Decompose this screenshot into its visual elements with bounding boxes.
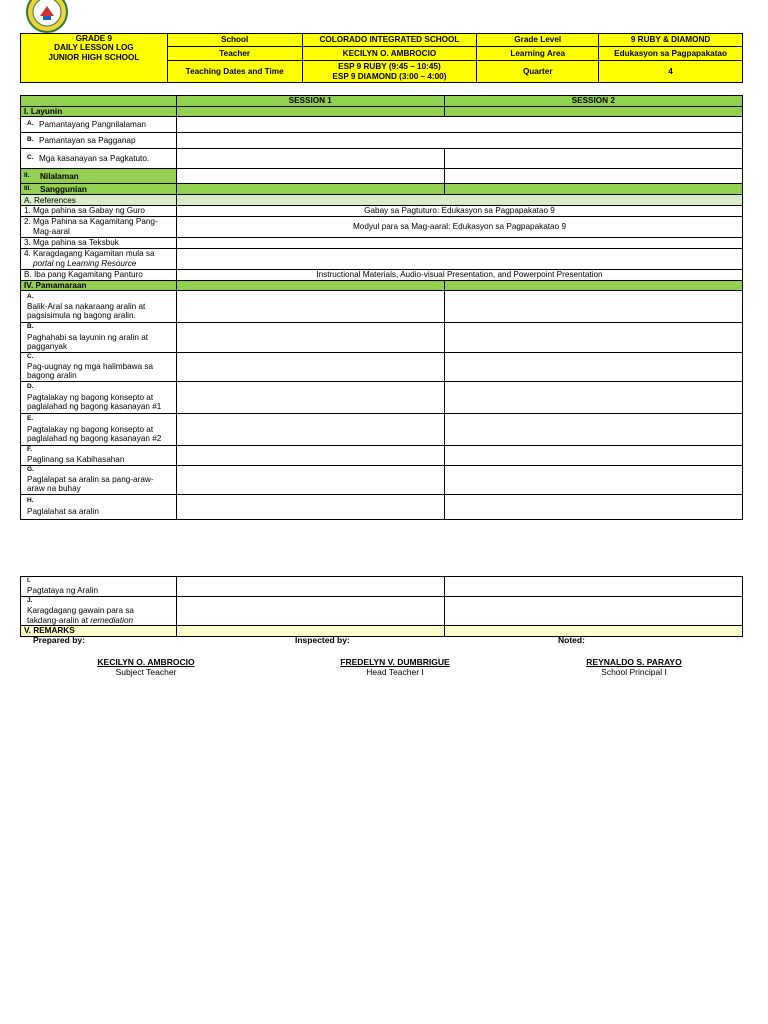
level-title: JUNIOR HIGH SCHOOL xyxy=(48,52,140,62)
layunin-title: I. Layunin xyxy=(21,107,177,117)
sanggunian-title: III. Sanggunian xyxy=(21,184,177,195)
nilalaman-s2 xyxy=(444,169,742,184)
takdang-aralin-s2 xyxy=(444,596,742,625)
inspected-role: Head Teacher I xyxy=(366,667,424,677)
other-materials-label: B. Iba pang Kagamitang Panturo xyxy=(21,269,177,280)
layunin-b-label: B. Pamantayan sa Pagganap xyxy=(21,133,177,149)
prepared-by-label: Prepared by: xyxy=(33,635,85,645)
noted-name: REYNALDO S. PARAYO xyxy=(586,657,682,667)
layunin-s1 xyxy=(176,107,444,117)
prepared-name: KECILYN O. AMBROCIO xyxy=(97,657,195,667)
pagtataya-label: I.Pagtataya ng Aralin xyxy=(21,577,177,597)
procedure-a-label: A.Balik-Aral sa nakaraang aralin at pagsisimula ng bagong aralin. xyxy=(21,291,177,323)
procedure-f-label: F.Paglinang sa Kabihasahan xyxy=(21,445,177,465)
dates-value-ruby: ESP 9 RUBY (9:45 – 10:45) xyxy=(338,62,441,72)
procedure-f-s1 xyxy=(176,445,444,465)
dates-label: Teaching Dates and Time xyxy=(167,61,302,83)
procedure-g-label: G.Paglalapat sa aralin sa pang-araw-araw na buhay xyxy=(21,465,177,494)
pamamaraan-s1 xyxy=(176,280,444,290)
layunin-c-s2 xyxy=(444,149,742,169)
remarks-label: V. REMARKS xyxy=(21,626,177,636)
inspected-signature xyxy=(320,657,470,677)
quarter-label: Quarter xyxy=(477,61,599,83)
reference-2-value: Modyul para sa Mag-aaral: Edukasyon sa Pagpapakatao 9 xyxy=(176,216,742,237)
learning-area-value: Edukasyon sa Pagpapakatao xyxy=(599,47,743,61)
header-title-block xyxy=(21,34,168,83)
procedure-b-s2 xyxy=(444,323,742,352)
school-seal-logo xyxy=(26,0,68,34)
dates-value-diamond: ESP 9 DIAMOND (3:00 – 4:00) xyxy=(332,71,447,81)
procedure-g-s2 xyxy=(444,465,742,494)
school-label: School xyxy=(167,34,302,47)
session-1-header: SESSION 1 xyxy=(176,96,444,107)
layunin-b-value xyxy=(176,133,742,149)
reference-1-value: Gabay sa Pagtuturo: Edukasyon sa Pagpapakatao 9 xyxy=(176,206,742,216)
procedure-d-s2 xyxy=(444,381,742,413)
log-title: DAILY LESSON LOG xyxy=(54,43,134,53)
teacher-value: KECILYN O. AMBROCIO xyxy=(302,47,477,61)
grade-level-value: 9 RUBY & DIAMOND xyxy=(599,34,743,47)
reference-4-value xyxy=(176,248,742,269)
prepared-signature xyxy=(76,657,216,677)
procedure-g-s1 xyxy=(176,465,444,494)
procedure-d-s1 xyxy=(176,381,444,413)
prepared-role: Subject Teacher xyxy=(115,667,177,677)
takdang-aralin-s1 xyxy=(176,596,444,625)
noted-signature xyxy=(564,657,704,677)
procedure-h-s1 xyxy=(176,494,444,519)
teacher-label: Teacher xyxy=(167,47,302,61)
procedure-b-s1 xyxy=(176,323,444,352)
procedure-e-label: E.Pagtalakay ng bagong konsepto at paglalahad ng bagong kasanayan #2 xyxy=(21,413,177,445)
reference-3-label: 3. Mga pahina sa Teksbuk xyxy=(21,237,177,248)
other-materials-value: Instructional Materials, Audio-visual Presentation, and Powerpoint Presentation xyxy=(176,269,742,280)
sanggunian-s2 xyxy=(444,184,742,195)
school-value: COLORADO INTEGRATED SCHOOL xyxy=(302,34,477,47)
procedure-h-s2 xyxy=(444,494,742,519)
layunin-a-value xyxy=(176,117,742,133)
procedure-e-s2 xyxy=(444,413,742,445)
noted-label: Noted: xyxy=(558,635,585,645)
reference-1-label: 1. Mga pahina sa Gabay ng Guro xyxy=(21,206,177,216)
grade-level-label: Grade Level xyxy=(477,34,599,47)
layunin-c-label: C. Mga kasanayan sa Pagkatuto. xyxy=(21,149,177,169)
grade-title: GRADE 9 xyxy=(75,34,113,43)
pamamaraan-s2 xyxy=(444,280,742,290)
session-header-blank xyxy=(21,96,177,107)
reference-4-label: 4. Karagdagang Kagamitan mula sa portal ng Learning Resource xyxy=(21,248,177,269)
inspected-name: FREDELYN V. DUMBRIGUE xyxy=(340,657,450,667)
reference-2-label: 2. Mga Pahina sa Kagamitang Pang-Mag-aaral xyxy=(21,216,177,237)
procedure-e-s1 xyxy=(176,413,444,445)
nilalaman-s1 xyxy=(176,169,444,184)
pagtataya-s2 xyxy=(444,577,742,597)
references-value xyxy=(176,195,742,206)
procedure-c-s2 xyxy=(444,352,742,381)
dates-value xyxy=(302,61,477,83)
nilalaman-title: II. Nilalaman xyxy=(21,169,177,184)
inspected-by-label: Inspected by: xyxy=(295,635,350,645)
layunin-a-label: A. Pamantayang Pangnilalaman xyxy=(21,117,177,133)
continuation-table xyxy=(20,576,743,637)
lesson-table xyxy=(20,95,743,520)
references-label: A. References xyxy=(21,195,177,206)
takdang-aralin-label: J.Karagdagang gawain para sa takdang-aralin at remediation xyxy=(21,596,177,625)
reference-3-value xyxy=(176,237,742,248)
pagtataya-s1 xyxy=(176,577,444,597)
layunin-c-s1 xyxy=(176,149,444,169)
learning-area-label: Learning Area xyxy=(477,47,599,61)
procedure-a-s2 xyxy=(444,291,742,323)
pamamaraan-title: IV. Pamamaraan xyxy=(21,280,177,290)
layunin-s2 xyxy=(444,107,742,117)
quarter-value: 4 xyxy=(599,61,743,83)
sanggunian-s1 xyxy=(176,184,444,195)
remarks-s2 xyxy=(444,626,742,636)
procedure-f-s2 xyxy=(444,445,742,465)
procedure-h-label: H.Paglalahat sa aralin xyxy=(21,494,177,519)
session-2-header: SESSION 2 xyxy=(444,96,742,107)
noted-role: School Principal I xyxy=(601,667,667,677)
procedure-a-s1 xyxy=(176,291,444,323)
procedure-c-label: C.Pag-uugnay ng mga halimbawa sa bagong aralin xyxy=(21,352,177,381)
procedure-b-label: B.Paghahabi sa layunin ng aralin at pagganyak xyxy=(21,323,177,352)
header-table xyxy=(20,33,743,83)
procedure-c-s1 xyxy=(176,352,444,381)
procedure-d-label: D.Pagtalakay ng bagong konsepto at paglalahad ng bagong kasanayan #1 xyxy=(21,381,177,413)
